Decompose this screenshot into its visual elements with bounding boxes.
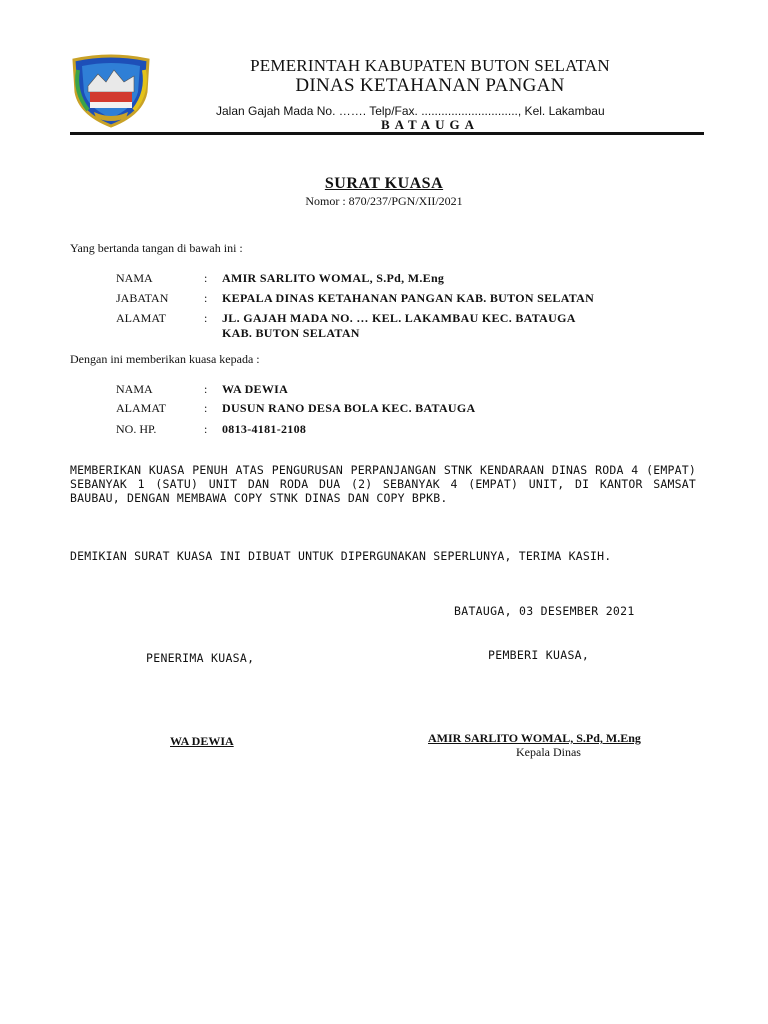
grantor-position-label: JABATAN	[116, 291, 169, 305]
grantor-position-value: KEPALA DINAS KETAHANAN PANGAN KAB. BUTON SELATAN	[222, 291, 595, 305]
grantor-name-label: NAMA	[116, 271, 153, 285]
grantee-name-label: NAMA	[116, 382, 153, 396]
closing-statement: DEMIKIAN SURAT KUASA INI DIBUAT UNTUK DIPERGUNAKAN SEPERLUNYA, TERIMA KASIH.	[70, 549, 612, 563]
recipient-heading: PENERIMA KUASA,	[146, 651, 255, 665]
grantee-address-value: DUSUN RANO DESA BOLA KEC. BATAUGA	[222, 401, 476, 415]
authorization-statement: MEMBERIKAN KUASA PENUH ATAS PENGURUSAN PERPANJANGAN STNK KENDARAAN DINAS RODA 4 (EMPAT) SEBANYAK 1 (SATU) UNIT DAN RODA DUA (2) SEBANYAK 4 (EMPAT) UNIT, DI KANTOR SAMSAT BAUBAU, DENGAN MEMBAWA COPY STNK DINAS DAN COPY BPKB.	[70, 463, 696, 505]
place-and-date: BATAUGA, 03 DESEMBER 2021	[454, 604, 635, 618]
grantor-address-value-line2: KAB. BUTON SELATAN	[222, 326, 360, 340]
grantee-phone-label: NO. HP.	[116, 422, 157, 436]
colon: :	[204, 422, 208, 436]
colon: :	[204, 271, 208, 285]
giver-heading: PEMBERI KUASA,	[488, 648, 590, 662]
government-name: PEMERINTAH KABUPATEN BUTON SELATAN	[250, 56, 610, 75]
agency-address: Jalan Gajah Mada No. ……. Telp/Fax. ............................., Kel. Lakambau	[216, 104, 605, 118]
document-number: Nomor : 870/237/PGN/XII/2021	[305, 194, 463, 208]
colon: :	[204, 401, 208, 415]
grantor-address-value: JL. GAJAH MADA NO. … KEL. LAKAMBAU KEC. BATAUGA	[222, 311, 576, 325]
grantee-name-value: WA DEWIA	[222, 382, 289, 396]
recipient-signature-name: WA DEWIA	[170, 734, 234, 748]
giver-signature-name: AMIR SARLITO WOMAL, S.Pd, M.Eng	[428, 731, 641, 745]
document-title: SURAT KUASA	[324, 175, 444, 192]
letterhead-divider	[70, 132, 704, 135]
intro2-text: Dengan ini memberikan kuasa kepada :	[70, 352, 260, 366]
grantor-name-value: AMIR SARLITO WOMAL, S.Pd, M.Eng	[222, 271, 445, 285]
agency-name: DINAS KETAHANAN PANGAN	[295, 75, 565, 96]
grantee-address-label: ALAMAT	[116, 401, 166, 415]
agency-city: BATAUGA	[380, 117, 480, 132]
intro-text: Yang bertanda tangan di bawah ini :	[70, 241, 243, 255]
colon: :	[204, 291, 208, 305]
regency-emblem-logo	[68, 52, 154, 128]
grantor-address-label: ALAMAT	[116, 311, 166, 325]
colon: :	[204, 382, 208, 396]
colon: :	[204, 311, 208, 325]
grantee-phone-value: 0813-4181-2108	[222, 422, 307, 436]
giver-role: Kepala Dinas	[516, 745, 581, 759]
